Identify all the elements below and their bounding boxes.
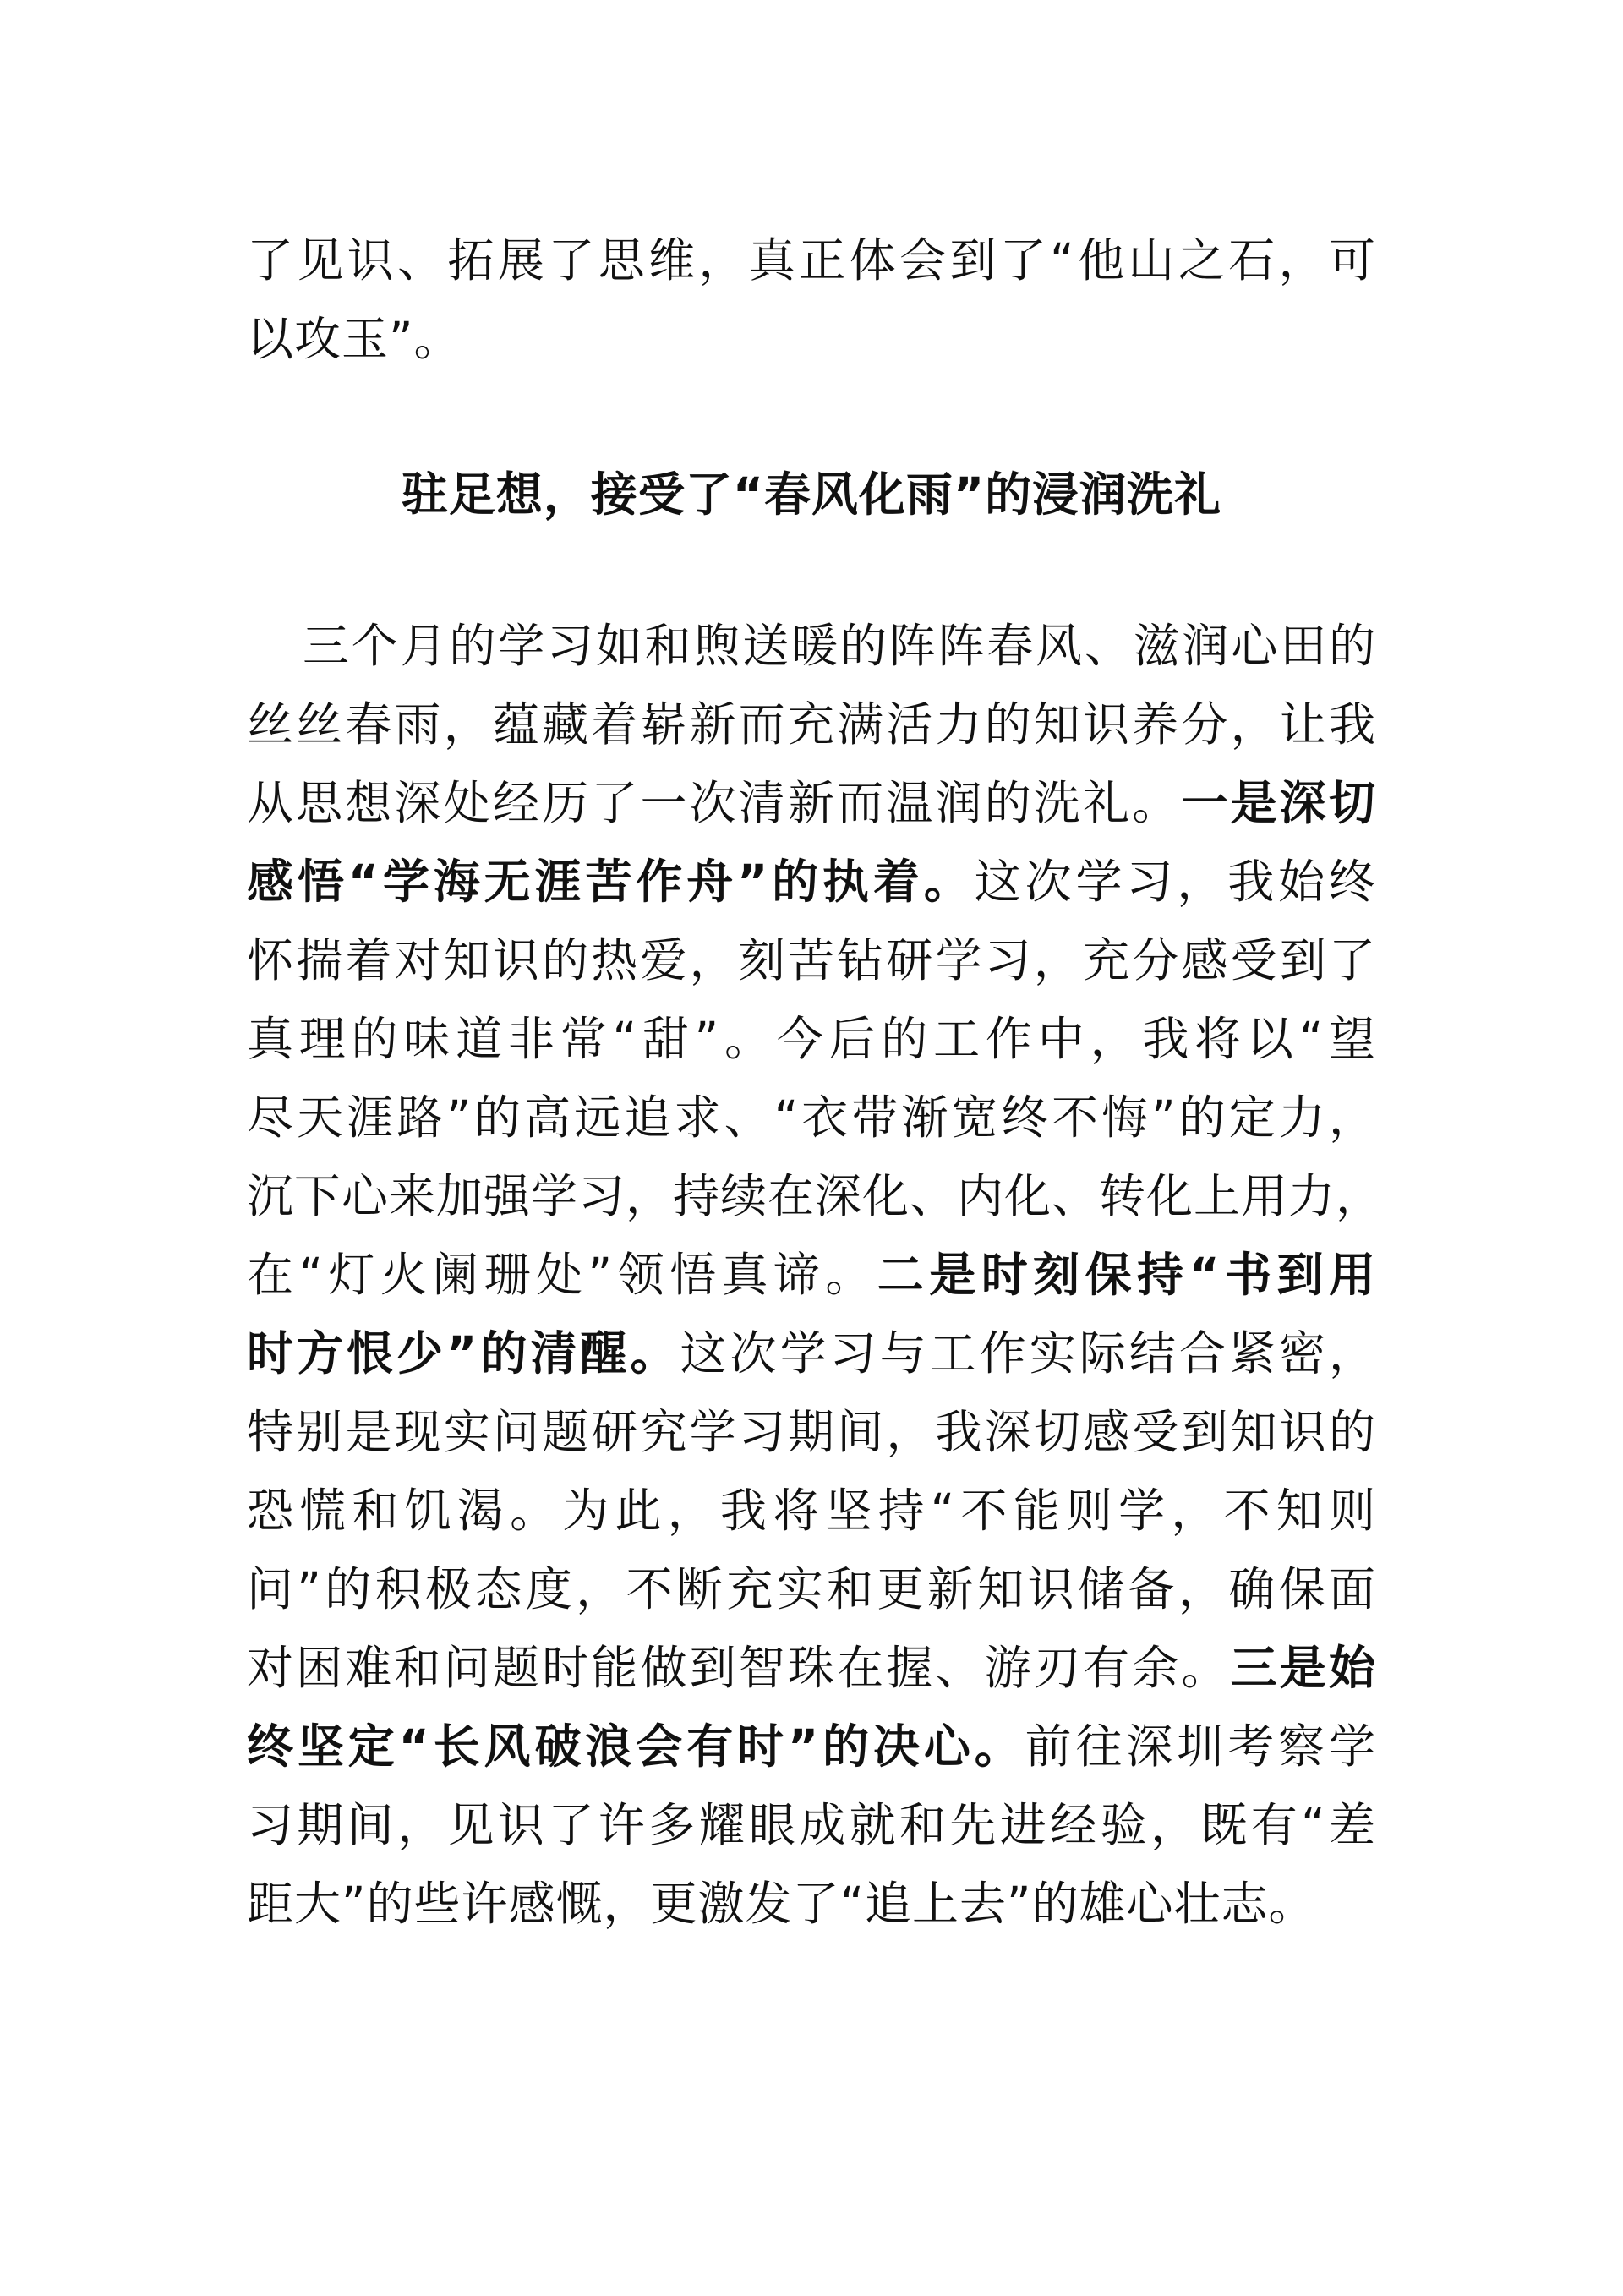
paragraph-line [247, 1708, 1376, 1786]
text-segment: 恐慌和饥渴。为此，我将坚持“不能则学，不知则 [247, 1484, 1376, 1538]
text-segment: 尽天涯路”的高远追求、“衣带渐宽终不悔”的定力， [247, 1091, 1376, 1145]
text-segment: 在“灯火阑珊处”领悟真谛。 [247, 1248, 877, 1302]
paragraph-line [247, 1079, 1376, 1157]
paragraph-line [247, 1550, 1376, 1629]
body-paragraph [247, 607, 1384, 1943]
bold-text-segment: 终坚定“长风破浪会有时”的决心。 [247, 1719, 1025, 1774]
paragraph-line [247, 607, 1376, 686]
bold-text-segment: 二是时刻保持“书到用 [877, 1248, 1376, 1302]
paragraph-line [247, 1393, 1376, 1472]
intro-paragraph [247, 221, 1376, 379]
text-segment: 前往深圳考察学 [1025, 1719, 1376, 1774]
text-segment: 三个月的学习如和煦送暖的阵阵春风、滋润心田的 [303, 619, 1376, 673]
text-segment: 丝丝春雨，蕴藏着崭新而充满活力的知识养分，让我 [247, 697, 1376, 752]
text-segment: 真理的味道非常“甜”。今后的工作中，我将以“望 [247, 1012, 1376, 1066]
text-segment: 习期间，见识了许多耀眼成就和先进经验，既有“差 [247, 1798, 1376, 1852]
text-segment: 特别是现实问题研究学习期间，我深切感受到知识的 [247, 1405, 1376, 1459]
paragraph-line [247, 1786, 1376, 1865]
text-segment: 怀揣着对知识的热爱，刻苦钻研学习，充分感受到了 [247, 933, 1376, 987]
paragraph-line [247, 686, 1376, 764]
paragraph-line [247, 921, 1376, 1000]
section-heading: 驻足想，接受了“春风化雨”的浸润洗礼 [401, 467, 1222, 522]
text-segment: 对困难和问题时能做到智珠在握、游刃有余。 [247, 1641, 1231, 1695]
bold-text-segment: 感悟“学海无涯苦作舟”的执着。 [247, 855, 975, 909]
paragraph-line [247, 1157, 1384, 1236]
text-segment: 沉下心来加强学习，持续在深化、内化、转化上用力， [247, 1169, 1384, 1223]
text-segment: 这次学习与工作实际结合紧密， [680, 1326, 1376, 1380]
text-segment: 从思想深处经历了一次清新而温润的洗礼。 [247, 776, 1182, 830]
intro-line: 以攻玉”。 [247, 312, 462, 366]
paragraph-line [247, 1315, 1376, 1393]
intro-line: 了见识、拓展了思维，真正体会到了“他山之石，可 [247, 233, 1376, 287]
paragraph-line [247, 1865, 1376, 1943]
paragraph-line [247, 1629, 1376, 1708]
paragraph-line [247, 764, 1376, 843]
paragraph-line [247, 843, 1376, 921]
paragraph-line [247, 1000, 1376, 1079]
bold-text-segment: 时方恨少”的清醒。 [247, 1326, 680, 1380]
paragraph-line [247, 1472, 1376, 1550]
bold-text-segment: 一是深切 [1181, 776, 1376, 830]
paragraph-line [247, 1236, 1376, 1315]
text-segment: 问”的积极态度，不断充实和更新知识储备，确保面 [247, 1562, 1376, 1616]
text-segment: 这次学习，我始终 [974, 855, 1376, 909]
bold-text-segment: 三是始 [1230, 1641, 1376, 1695]
text-segment: 距大”的些许感慨，更激发了“追上去”的雄心壮志。 [247, 1877, 1316, 1931]
